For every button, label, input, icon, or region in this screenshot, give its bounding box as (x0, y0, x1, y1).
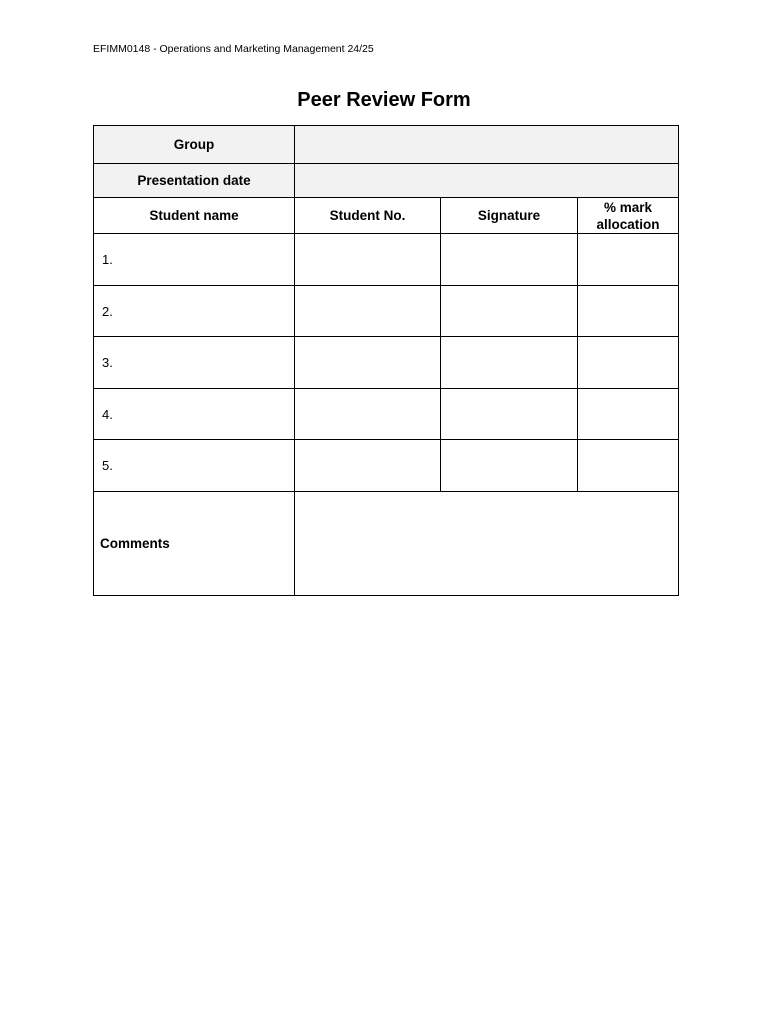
signature-header: Signature (441, 198, 578, 234)
student-no-cell[interactable] (295, 337, 441, 389)
page-title: Peer Review Form (297, 89, 471, 111)
student-name-cell[interactable]: 2. (94, 286, 295, 337)
student-name-cell[interactable]: 4. (94, 389, 295, 440)
comments-label: Comments (94, 492, 295, 596)
mark-allocation-cell[interactable] (578, 234, 679, 286)
table-row (94, 389, 679, 440)
group-field[interactable] (295, 126, 679, 164)
signature-cell[interactable] (441, 389, 578, 440)
student-no-cell[interactable] (295, 234, 441, 286)
signature-cell[interactable] (441, 286, 578, 337)
student-no-cell[interactable] (295, 286, 441, 337)
group-row (94, 126, 679, 164)
presentation-date-row (94, 164, 679, 198)
comments-field[interactable] (295, 492, 679, 596)
table-row (94, 337, 679, 389)
signature-cell[interactable] (441, 234, 578, 286)
table-row (94, 440, 679, 492)
student-name-cell[interactable]: 1. (94, 234, 295, 286)
column-header-row (94, 198, 679, 234)
student-name-cell[interactable]: 5. (94, 440, 295, 492)
table-row (94, 234, 679, 286)
student-no-header: Student No. (295, 198, 441, 234)
student-no-cell[interactable] (295, 440, 441, 492)
signature-cell[interactable] (441, 337, 578, 389)
presentation-date-field[interactable] (295, 164, 679, 198)
mark-allocation-cell[interactable] (578, 389, 679, 440)
presentation-date-label: Presentation date (94, 164, 295, 198)
comments-row (94, 492, 679, 596)
table-row (94, 286, 679, 337)
signature-cell[interactable] (441, 440, 578, 492)
student-no-cell[interactable] (295, 389, 441, 440)
mark-allocation-cell[interactable] (578, 440, 679, 492)
document-header: EFIMM0148 - Operations and Marketing Management 24/25 (93, 43, 374, 55)
mark-allocation-cell[interactable] (578, 286, 679, 337)
group-label: Group (94, 126, 295, 164)
student-name-cell[interactable]: 3. (94, 337, 295, 389)
peer-review-table (93, 125, 679, 596)
mark-allocation-header: % mark allocation (578, 198, 679, 234)
mark-allocation-cell[interactable] (578, 337, 679, 389)
student-name-header: Student name (94, 198, 295, 234)
